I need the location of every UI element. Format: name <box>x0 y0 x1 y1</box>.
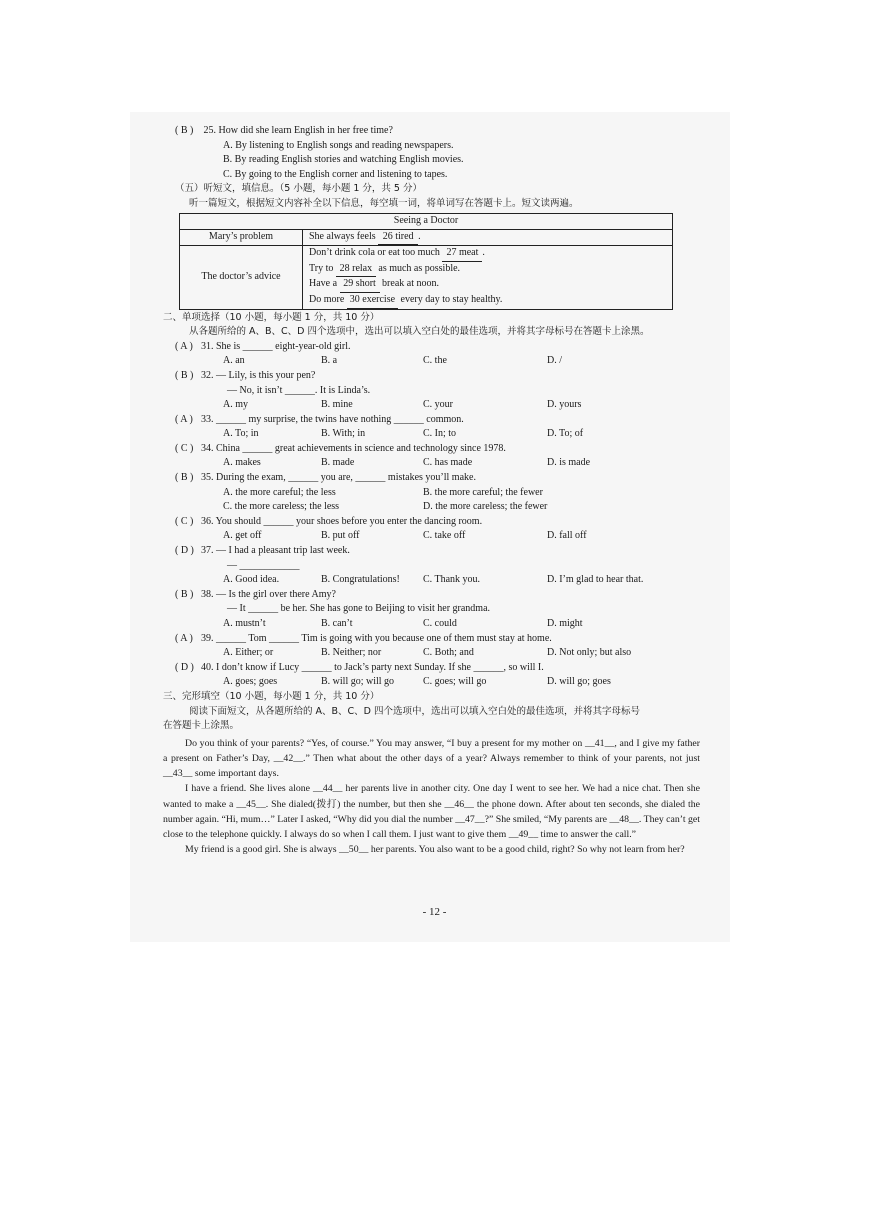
section-heading: 二、单项选择（10 小题，每小题 1 分，共 10 分） <box>163 311 380 323</box>
section-heading: 三、完形填空（10 小题，每小题 1 分，共 10 分） <box>163 690 380 702</box>
question-line <box>175 661 700 676</box>
question-item <box>175 515 700 544</box>
option-b: B. Congratulations! <box>321 574 400 586</box>
question-stem: 36. You should ______ your shoes before you enter the dancing room. <box>201 515 483 527</box>
option-b: B. will go; will go <box>321 676 395 688</box>
option-c: C. In; to <box>423 428 457 440</box>
question-item <box>175 471 700 515</box>
listening-table <box>179 213 673 310</box>
question-item <box>175 340 700 369</box>
options-row <box>175 354 700 369</box>
option-d: D. yours <box>547 399 582 411</box>
option-d: D. might <box>547 618 583 629</box>
option-d: D. is made <box>547 457 591 469</box>
filled-blank-26: 26 tired <box>378 230 418 246</box>
options-row <box>175 617 700 632</box>
question-line <box>175 515 700 530</box>
answer-mark: ( A ) <box>175 413 193 425</box>
question-25 <box>175 124 700 139</box>
option-b: B. mine <box>321 399 353 411</box>
passage-paragraph: Do you think of your parents? “Yes, of course.” You may answer, “I buy a present for my mother on __41__, and I give my father a present on Father’s Day, __42__.” Then what about the other days of a year? Always remember to think of your parents, not just __43__ some important days. <box>163 737 700 780</box>
option-b: B. Neither; nor <box>321 647 382 659</box>
question-line <box>175 413 700 428</box>
answer-mark: ( A ) <box>175 340 193 352</box>
option-c: C. Both; and <box>423 647 474 659</box>
option-d: D. will go; goes <box>547 676 611 688</box>
cloze-passage <box>163 736 700 858</box>
option-a: A. Either; or <box>223 647 274 659</box>
options-row <box>175 646 700 661</box>
advice-text-end: break at noon. <box>382 278 439 290</box>
dialogue-line: — ____________ <box>227 559 300 571</box>
option-b: B. can’t <box>321 618 353 629</box>
answer-mark: ( B ) <box>175 588 194 600</box>
answer-mark: ( A ) <box>175 632 193 644</box>
options-row <box>175 486 700 501</box>
question-item <box>175 413 700 442</box>
option-c: C. take off <box>423 530 466 542</box>
advice-line <box>309 246 666 262</box>
advice-line <box>309 293 666 309</box>
option-a: A. get off <box>223 530 262 542</box>
option-b: B. the more careful; the fewer <box>423 486 543 498</box>
passage-paragraph: My friend is a good girl. She is always __50__ her parents. You also want to be a good child, right? So why not learn from her? <box>185 844 685 856</box>
filled-blank-28: 28 relax <box>336 262 376 278</box>
question-line <box>175 442 700 457</box>
question-stem: 25. How did she learn English in her free time? <box>203 125 393 136</box>
option-d: D. / <box>547 355 562 367</box>
question-line <box>175 369 700 384</box>
option-d: D. I’m glad to hear that. <box>547 574 644 586</box>
section-instruction: 从各题所给的 A、B、C、D 四个选项中，选出可以填入空白处的最佳选项，并将其字母标号在答题卡上涂黑。 <box>189 326 650 338</box>
option-b: B. put off <box>321 530 360 542</box>
option-c: C. could <box>423 618 457 629</box>
option-a: A. To; in <box>223 428 259 440</box>
answer-mark: ( B ) <box>175 369 194 381</box>
question-item <box>175 369 700 413</box>
question-stem: 32. — Lily, is this your pen? <box>201 369 316 381</box>
advice-text: Do more <box>309 293 345 305</box>
dialogue-line: — It ______ be her. She has gone to Beijing to visit her grandma. <box>227 603 491 615</box>
advice-text: Try to <box>309 262 334 274</box>
option-a: A. the more careful; the less <box>223 486 336 498</box>
question-item <box>175 442 700 471</box>
passage-paragraph: I have a friend. She lives alone __44__ her parents live in another city. One day I went to see her. We had a nice chat. Then she wanted to make a __45__. She dialed(拨打) the number, but then she __46__ the phone down. After about ten seconds, she dialed the number again. “Hi, mum…” Later I asked, “Why did you dial the number __47__?” She smiled, “My parents are __48__. They can’t get close to the telephone quickly. I always do so when I call them. I just want to give them __49__ time to answer the call.” <box>163 783 700 840</box>
filled-blank-27: 27 meat <box>442 246 482 262</box>
option-line: B. By reading English stories and watching English movies. <box>223 154 464 166</box>
option-a: A. goes; goes <box>223 676 278 688</box>
option-c: C. your <box>423 399 453 411</box>
page-number: - 12 - <box>422 906 447 918</box>
option-c: C. has made <box>423 457 473 469</box>
question-stem: 39. ______ Tom ______ Tim is going with you because one of them must stay at home. <box>201 632 552 644</box>
advice-text-end: as much as possible. <box>378 262 461 274</box>
option-c: C. the more careless; the less <box>223 501 340 513</box>
option-c: C. goes; will go <box>423 676 487 688</box>
option-a: A. my <box>223 399 248 411</box>
question-stem: 40. I don’t know if Lucy ______ to Jack’s party next Sunday. If she ______, so will I. <box>201 661 544 673</box>
question-line <box>175 340 700 355</box>
dialogue-line: — No, it isn’t ______. It is Linda’s. <box>227 384 371 396</box>
answer-mark: ( D ) <box>175 545 194 557</box>
table-title: Seeing a Doctor <box>180 213 673 229</box>
option-a: A. mustn’t <box>223 618 266 629</box>
table-cell <box>303 246 673 309</box>
question-stem: 35. During the exam, ______ you are, ______ mistakes you’ll make. <box>201 472 476 484</box>
option-line: A. By listening to English songs and reading newspapers. <box>223 139 454 151</box>
question-item <box>175 544 700 588</box>
options-row <box>175 529 700 544</box>
options-row <box>175 500 700 515</box>
answer-mark: ( C ) <box>175 442 194 454</box>
exam-content <box>163 124 700 857</box>
filled-blank-30: 30 exercise <box>347 293 398 309</box>
option-d: D. To; of <box>547 428 584 440</box>
question-stem: 31. She is ______ eight-year-old girl. <box>201 340 351 352</box>
advice-line <box>309 277 666 293</box>
table-cell: She always feels 26 tired . <box>303 229 673 246</box>
option-line: C. By going to the English corner and listening to tapes. <box>223 168 448 180</box>
option-c: C. Thank you. <box>423 574 481 586</box>
question-stem: 34. China ______ great achievements in science and technology since 1978. <box>201 442 506 454</box>
question-line <box>175 471 700 486</box>
question-stem: 37. — I had a pleasant trip last week. <box>201 545 350 557</box>
options-row <box>175 456 700 471</box>
filled-blank-29: 29 short <box>340 277 380 293</box>
row-label: The doctor’s advice <box>180 246 303 309</box>
row-label: Mary’s problem <box>180 229 303 246</box>
answer-mark: ( B ) <box>175 125 194 136</box>
options-row <box>175 573 700 588</box>
question-item <box>175 588 700 632</box>
answer-mark: ( D ) <box>175 661 194 673</box>
options-row <box>175 398 700 413</box>
advice-text: Have a <box>309 278 338 290</box>
section-heading: （五）听短文，填信息。（5 小题，每小题 1 分，共 5 分） <box>175 183 422 195</box>
answer-mark: ( B ) <box>175 472 194 484</box>
advice-line <box>309 262 666 278</box>
question-line <box>175 544 700 559</box>
option-a: A. Good idea. <box>223 574 280 586</box>
option-a: A. an <box>223 355 245 367</box>
question-line <box>175 632 700 647</box>
option-b: B. made <box>321 457 355 469</box>
section-instruction-cont: 在答题卡上涂黑。 <box>163 720 240 732</box>
option-b: B. a <box>321 355 338 367</box>
question-line <box>175 588 700 603</box>
options-row <box>175 427 700 442</box>
option-d: D. Not only; but also <box>547 647 632 659</box>
question-stem: 33. ______ my surprise, the twins have nothing ______ common. <box>201 413 464 425</box>
section-instruction: 阅读下面短文，从各题所给的 A、B、C、D 四个选项中，选出可以填入空白处的最佳选项，并将其字母标号 <box>189 705 641 717</box>
option-d: D. the more careless; the fewer <box>423 501 548 513</box>
options-row <box>175 675 700 690</box>
cell-text: She always feels <box>309 230 376 242</box>
question-stem: 38. — Is the girl over there Amy? <box>201 588 336 600</box>
advice-text-end: every day to stay healthy. <box>400 293 503 305</box>
advice-text-end: . <box>482 247 485 259</box>
question-item <box>175 632 700 661</box>
advice-text: Don’t drink cola or eat too much <box>309 247 440 259</box>
option-d: D. fall off <box>547 530 587 542</box>
answer-mark: ( C ) <box>175 515 194 527</box>
option-c: C. the <box>423 355 447 367</box>
option-a: A. makes <box>223 457 261 469</box>
question-item <box>175 661 700 690</box>
section-instruction: 听一篇短文，根据短文内容补全以下信息，每空填一词，将单词写在答题卡上。短文读两遍。 <box>189 197 579 209</box>
option-b: B. With; in <box>321 428 366 440</box>
multiple-choice-list <box>175 340 700 690</box>
